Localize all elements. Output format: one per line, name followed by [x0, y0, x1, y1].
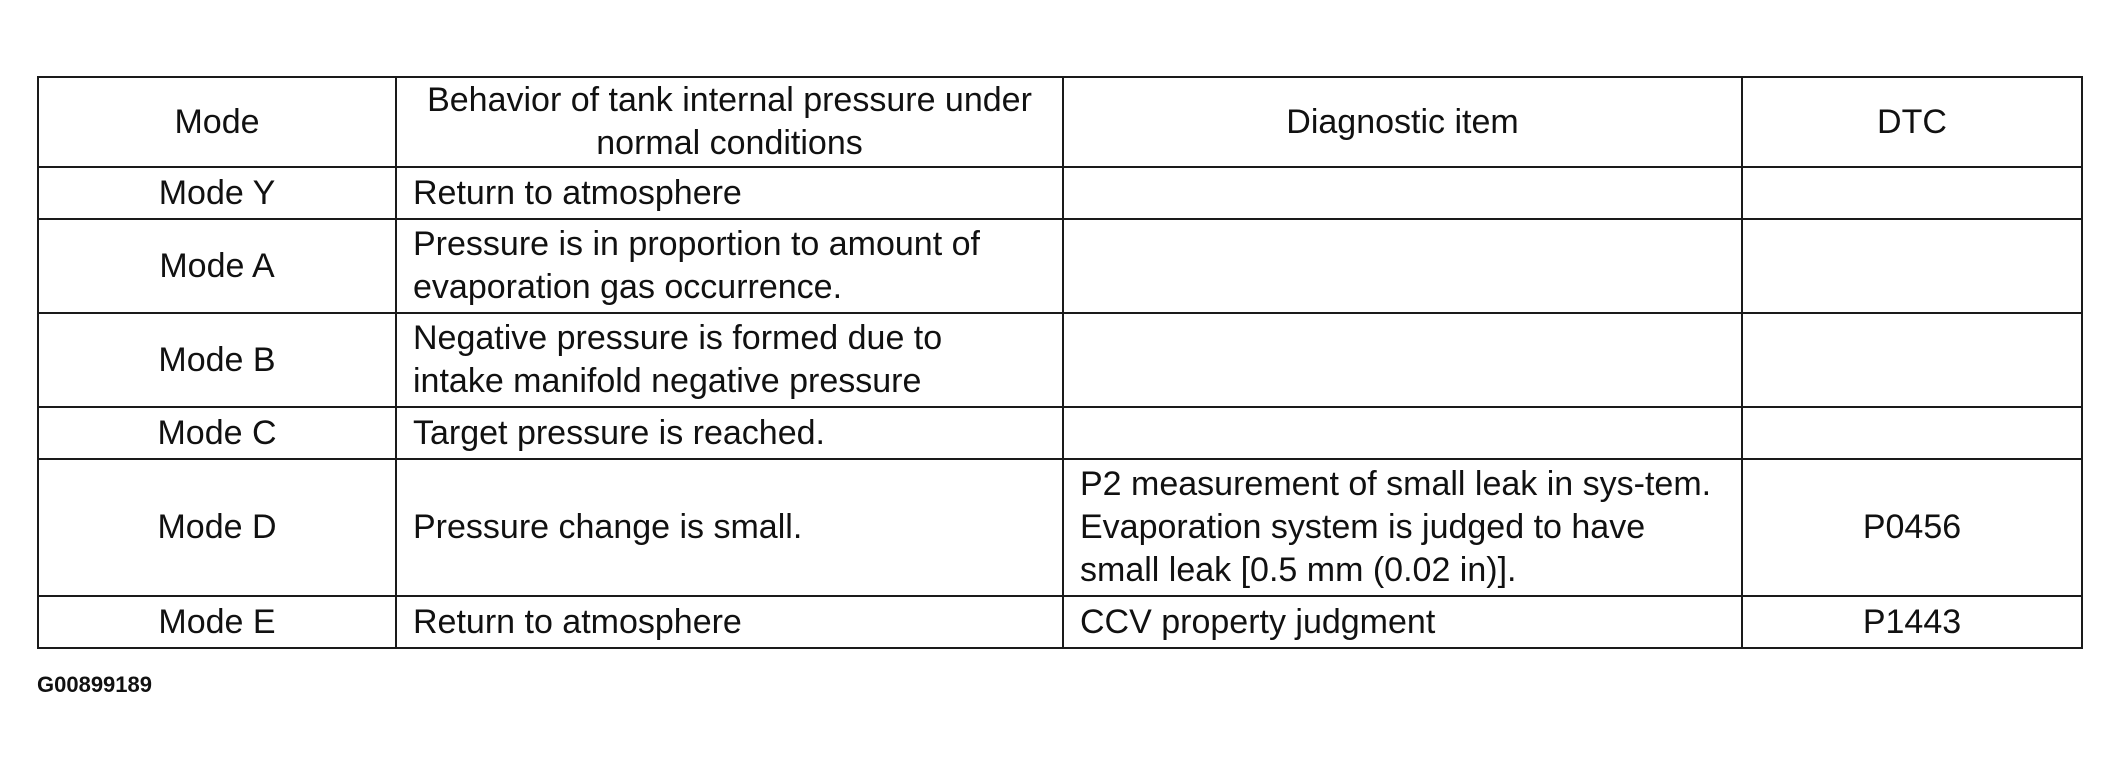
- dtc-cell: [1742, 219, 2082, 313]
- diagnostic-cell: [1063, 407, 1742, 459]
- mode-cell: Mode B: [38, 313, 396, 407]
- mode-cell: Mode C: [38, 407, 396, 459]
- dtc-cell: P0456: [1742, 459, 2082, 596]
- dtc-cell: [1742, 167, 2082, 219]
- table-row: [38, 167, 2082, 219]
- header-mode: Mode: [38, 77, 396, 167]
- behavior-cell: Target pressure is reached.: [396, 407, 1063, 459]
- dtc-cell: [1742, 407, 2082, 459]
- diagnostic-cell: [1063, 167, 1742, 219]
- diagnostic-cell: [1063, 219, 1742, 313]
- behavior-cell: Negative pressure is formed due to intake manifold negative pressure: [396, 313, 1063, 407]
- table-row: [38, 596, 2082, 648]
- behavior-cell: Return to atmosphere: [396, 167, 1063, 219]
- table-row: [38, 313, 2082, 407]
- header-dtc: DTC: [1742, 77, 2082, 167]
- mode-cell: Mode D: [38, 459, 396, 596]
- behavior-cell: Pressure change is small.: [396, 459, 1063, 596]
- table-row: [38, 219, 2082, 313]
- table-row: [38, 459, 2082, 596]
- header-behavior: Behavior of tank internal pressure under normal conditions: [396, 77, 1063, 167]
- behavior-cell: Pressure is in proportion to amount of evaporation gas occurrence.: [396, 219, 1063, 313]
- diagnostic-cell: P2 measurement of small leak in sys-tem. Evaporation system is judged to have small leak [0.5 mm (0.02 in)].: [1063, 459, 1742, 596]
- mode-cell: Mode E: [38, 596, 396, 648]
- mode-cell: Mode A: [38, 219, 396, 313]
- dtc-cell: [1742, 313, 2082, 407]
- dtc-cell: P1443: [1742, 596, 2082, 648]
- header-diagnostic-item: Diagnostic item: [1063, 77, 1742, 167]
- diagnostic-cell: CCV property judgment: [1063, 596, 1742, 648]
- behavior-cell: Return to atmosphere: [396, 596, 1063, 648]
- table-header-row: [38, 77, 2082, 167]
- diagnostic-cell: [1063, 313, 1742, 407]
- figure-id: G00899189: [37, 672, 152, 697]
- table-row: [38, 407, 2082, 459]
- diagnostic-mode-table: [37, 76, 2083, 649]
- mode-cell: Mode Y: [38, 167, 396, 219]
